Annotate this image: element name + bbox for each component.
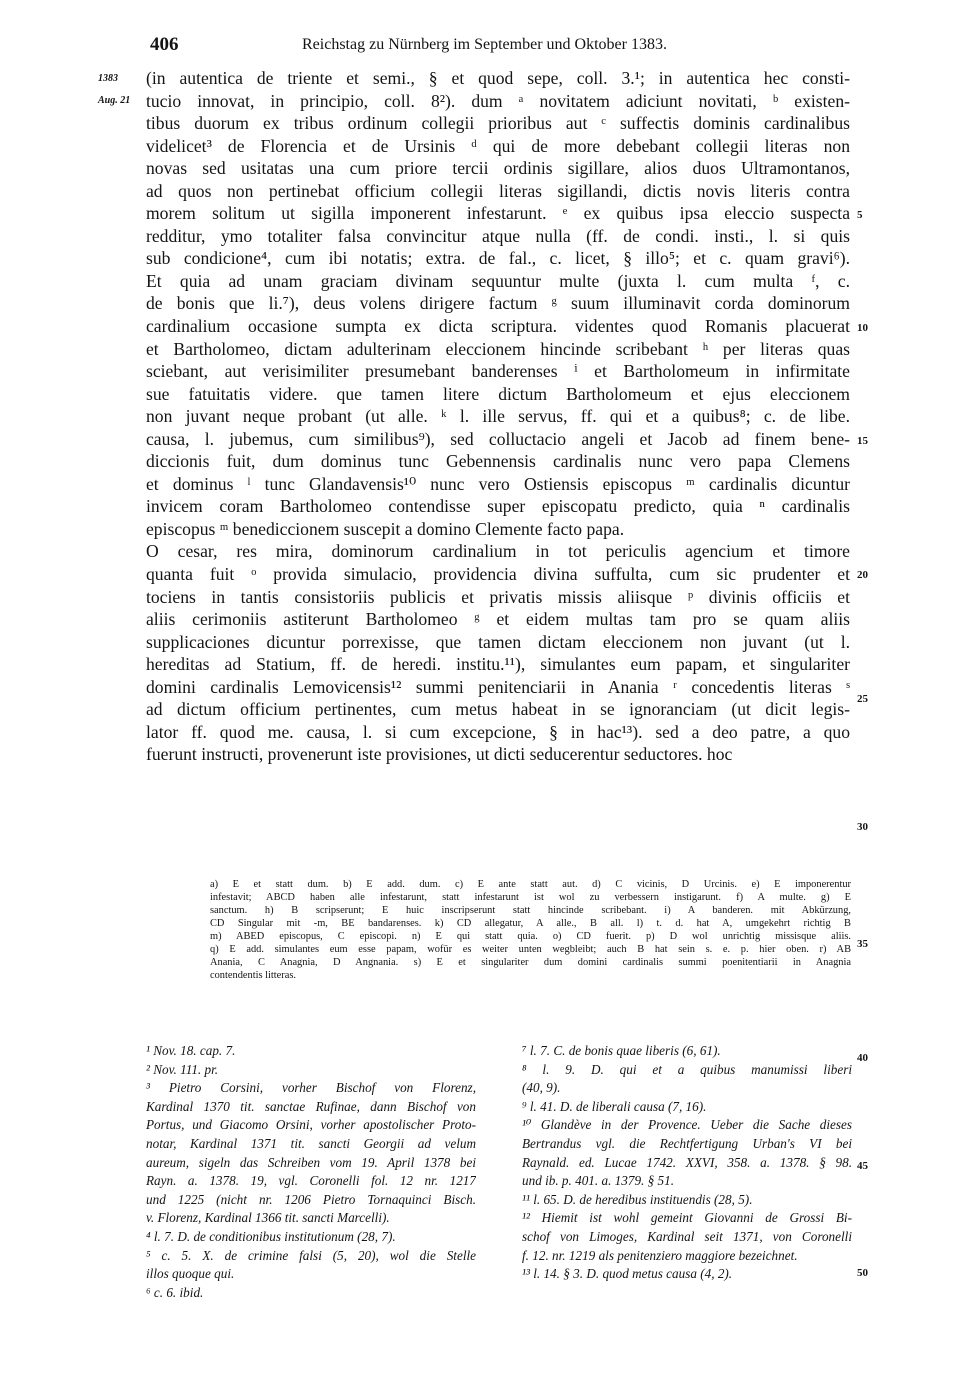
footnote-line: ⁹ l. 41. D. de liberali causa (7, 16). <box>522 1098 707 1114</box>
line-number: 40 <box>857 1052 868 1064</box>
footnote-line: Rayn. a. 1378. 19, vgl. Coronelli fol. 12 nr. 1217 <box>146 1173 476 1189</box>
footnote-line: ⁸ l. 9. D. qui et a quibus manumissi liberi <box>522 1061 852 1077</box>
text-line: (in autentica de triente et semi., § et quod sepe, coll. 3.¹; in autentica hec consti- <box>146 68 850 88</box>
text-line: de bonis que li.⁷), deus volens dirigere factum ᵍ suum illuminavit corda dominorum <box>146 293 850 314</box>
text-line: cardinalium occasione sumpta ex dicta scriptura. videntes quod Romanis placuerat <box>146 316 850 337</box>
footnote-line: ³ Pietro Corsini, vorher Bischof von Florenz, <box>146 1080 476 1096</box>
line-number: 45 <box>857 1160 868 1172</box>
footnote-line: ⁶ c. 6. ibid. <box>146 1284 204 1300</box>
footnote-line: notar, Kardinal 1371 tit. sancti Georgii ad velum <box>146 1135 476 1151</box>
footnotes-left-column <box>146 1042 476 1302</box>
text-line: domini cardinalis Lemovicensis¹² summi penitenciarii in Anania ʳ concedentis literas ˢ <box>146 676 850 697</box>
text-line: et dominus ˡ tunc Glandavensis¹⁰ nunc vero Ostiensis episcopus ᵐ cardinalis dicuntur <box>146 473 850 494</box>
footnote-line: und 1225 (nicht nr. 1206 Pietro Tornaquinci Bisch. <box>146 1191 476 1207</box>
footnote-line: ¹⁰ Glandève in der Provence. Ueber die Sache dieses <box>522 1117 852 1133</box>
footnote-line: ¹ Nov. 18. cap. 7. <box>146 1043 236 1058</box>
variant-note-line: contendentis litteras. <box>210 970 296 981</box>
text-line: sub condicione⁴, cum ibi notatis; extra. de fal., c. licet, § illo⁵; et c. quam gravi⁶). <box>146 248 850 269</box>
text-line: tociens in tantis consistoriis publicis et privatis missis aliisque ᵖ divinis officiis et <box>146 586 850 607</box>
footnote-line: ¹¹ l. 65. D. de heredibus instituendis (28, 5). <box>522 1191 753 1207</box>
line-number: 5 <box>857 209 863 221</box>
footnote-line: v. Florenz, Kardinal 1366 tit. sancti Marcelli). <box>146 1210 390 1226</box>
text-line: tucio innovat, in principio, coll. 8²). dum ᵃ novitatem adiciunt novitati, ᵇ existen- <box>146 90 850 111</box>
text-line: quanta fuit ᵒ provida simulacio, providencia divina suffulta, cum sic prudenter et <box>146 564 850 585</box>
text-line: novas sed usitatas una cum priore tercii ordinis sigillare, alios duos Ultramontanos, <box>146 158 850 179</box>
text-line: invicem coram Bartholomeo contendisse super episcopatu predicto, quia ⁿ cardinalis <box>146 496 850 517</box>
line-number: 35 <box>857 938 868 950</box>
text-line: ad quos non pertinebat officium collegii literas sigillandi, dictis novis literis contra <box>146 180 850 201</box>
line-number: 50 <box>857 1267 868 1279</box>
text-line: causa, l. jubemus, cum similibus⁹), sed colluctacio angeli et Jacob ad finem bene- <box>146 428 850 449</box>
footnote-line: Raynald. ed. Lucae 1742. XXVI, 358. a. 1378. § 98. <box>522 1154 852 1170</box>
text-line: aliis cerimoniis astiterunt Bartholomeo ᵍ et eidem multas tam pro se quam aliis <box>146 609 850 630</box>
text-line: videlicet³ de Florencia et de Ursinis ᵈ qui de more debebant collegii literas non <box>146 135 850 156</box>
footnote-line: schof von Limoges, Kardinal seit 1371, von Coronelli <box>522 1228 852 1244</box>
text-line: morem solitum ut sigilla imponerent infestarunt. ᵉ ex quibus ipsa eleccio suspecta <box>146 203 850 224</box>
text-line: Et quia ad unam graciam divinam sequuntur multe (juxta l. cum multa ᶠ, c. <box>146 270 850 291</box>
text-line: sue fatuitatis videre. que tamen litere dictum Bartholomeum et ejus eleccionem <box>146 383 850 404</box>
footnote-line: ¹³ l. 14. § 3. D. quod metus causa (4, 2). <box>522 1266 733 1282</box>
text-line: ad dictum officium pertinentes, cum metus habeat in se ignoranciam (ut dicit legis- <box>146 699 850 720</box>
page-header <box>150 34 850 64</box>
footnote-line: f. 12. nr. 1219 als penitenziero maggiore bezeichnet. <box>522 1247 798 1263</box>
line-number: 25 <box>857 693 868 705</box>
footnotes-right-column <box>522 1042 852 1284</box>
text-line: fuerunt instructi, provenerunt iste provisiones, ut dicti seducerentur seductores. hoc <box>146 744 733 765</box>
text-line: hereditas ad Statium, ff. de heredi. institu.¹¹), simulantes eum papam, et singulariter <box>146 654 850 675</box>
line-number: 10 <box>857 322 868 334</box>
variant-note-line: q) E add. simulantes eum esse papam, wofür es weiter unten wegbleibt; auch B hat sein s. e. p. hier oben. r) AB <box>210 944 851 955</box>
text-line: lator ff. quod me. causa, l. si cum excepcione, § in hac¹³). sed a deo patre, a quo <box>146 721 850 742</box>
text-line: redditur, ymo totaliter falsa convincitur atque nulla (ff. de condi. insti., l. si quis <box>146 225 850 246</box>
text-line: tibus duorum ex tribus ordinum collegii prioribus aut ᶜ suffectis dominis cardinalibus <box>146 113 850 134</box>
text-line: non juvant neque probant (ut alle. ᵏ l. ille servus, ff. qui et a quibus⁸; c. de libe. <box>146 406 850 427</box>
variant-apparatus <box>210 878 851 982</box>
line-number: 15 <box>857 435 868 447</box>
footnote-line: Portus, und Giacomo Orsini, vorher apostolischer Proto- <box>146 1117 476 1133</box>
footnote-line: aureum, sigeln das Schreiben vom 19. April 1378 bei <box>146 1154 476 1170</box>
line-number: 20 <box>857 569 868 581</box>
text-line: O cesar, res mira, dominorum cardinalium in tot periculis agencium et timore <box>146 541 850 562</box>
text-line: sciebant, aut verisimiliter presumebant banderenses ⁱ et Bartholomeum in infirmitate <box>146 361 850 382</box>
footnote-line: (40, 9). <box>522 1080 561 1096</box>
running-title: Reichstag zu Nürnberg im September und Oktober 1383. <box>302 36 667 53</box>
text-line: diccionis fuit, dum dominus tunc Gebennensis cardinalis nunc vero papa Clemens <box>146 451 850 472</box>
page-number: 406 <box>150 34 179 55</box>
footnote-line: Kardinal 1370 tit. sanctae Rufinae, dann Bischof von <box>146 1098 476 1114</box>
text-line: et Bartholomeo, dictam adulterinam eleccionem hincinde scribebant ʰ per literas quas <box>146 338 850 359</box>
line-number: 30 <box>857 821 868 833</box>
variant-note-line: sanctum. h) B scripserunt; E huic inscripserunt statt hincinde scribebant. i) A banderen. mit Abkürzung, <box>210 905 851 916</box>
variant-note-line: m) ABED episcopus, C episcopi. n) E qui statt quia. o) CD fuerit. p) D wol unrichtig missisque aliis. <box>210 931 851 942</box>
footnote-line: und ib. p. 401. a. 1379. § 51. <box>522 1173 675 1189</box>
variant-note-line: infestavit; ABCD haben alle infestarunt, statt infestarunt ist wol zu verbessern instigarunt. f) A multe. g) E <box>210 892 851 903</box>
margin-year: 1383 <box>98 73 118 84</box>
variant-note-line: CD Singular mit -m, BE bandarenses. k) CD allegatur, A alle., B all. l) t. d. hat A, umgekehrt richtig B <box>210 918 851 929</box>
main-text <box>146 67 850 766</box>
footnote-line: ² Nov. 111. pr. <box>146 1061 219 1077</box>
footnote-line: ⁵ c. 5. X. de crimine falsi (5, 20), wol die Stelle <box>146 1247 476 1263</box>
variant-note-line: Anania, C Anagnia, D Angnania. s) E et singulariter dum domini cardinalis summi poenitentiarii in Anagnia <box>210 957 851 968</box>
footnote-line: ⁷ l. 7. C. de bonis quae liberis (6, 61). <box>522 1043 721 1058</box>
variant-note-line: a) E et statt dum. b) E add. dum. c) E ante statt aut. d) C vicinis, D Urcinis. e) E imponerentur <box>210 879 851 890</box>
text-line: episcopus ᵐ benediccionem suscepit a domino Clemente facto papa. <box>146 518 625 539</box>
text-line: supplicaciones dicuntur porrexisse, que tamen dictam eleccionem non juvant (ut l. <box>146 631 850 652</box>
footnote-line: illos quoque qui. <box>146 1266 235 1282</box>
footnote-line: ¹² Hiemit ist wohl gemeint Giovanni de Grossi Bi- <box>522 1210 852 1226</box>
margin-day: Aug. 21 <box>98 95 131 106</box>
footnote-line: Bertrandus vgl. die Rechtfertigung Urban's VI bei <box>522 1135 852 1151</box>
footnote-line: ⁴ l. 7. D. de conditionibus institutionum (28, 7). <box>146 1228 396 1244</box>
